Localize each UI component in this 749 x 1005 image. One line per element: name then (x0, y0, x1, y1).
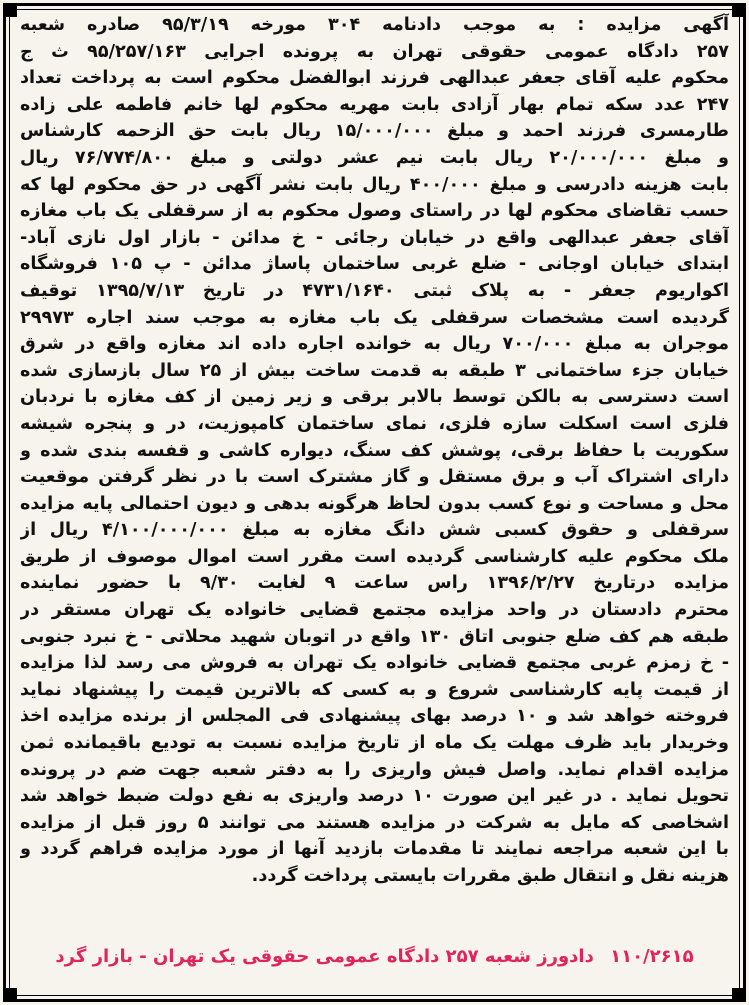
notice-line: اشخاصی که مایل به شرکت در مزایده هستند می توانند ۵ روز قبل از مزایده (20, 812, 729, 833)
notice-line: گردیده است مشخصات سرقفلی یک باب مغازه به موجب سند اجاره ۲۹۹۷۳ (20, 307, 729, 328)
notice-line: - خ زمزم غربی مجتمع قضایی خانواده یک تهران به فروش می رسد لذا مزایده (20, 653, 729, 674)
notice-line: محکوم علیه آقای جعفر عبدالهی فرزند ابوالفضل محکوم است به پرداخت تعداد (20, 68, 729, 89)
notice-line: تحویل نماید . در غیر این صورت ۱۰ درصد واریزی به نفع دولت ضبط خواهد شد (20, 786, 729, 807)
notice-line: ۲۴۷ عدد سکه تمام بهار آزادی بابت مهریه محکوم لها خانم فاطمه علی زاده (20, 94, 729, 115)
notice-line: هزینه نقل و انتقال طبق مقررات بایستی پرداخت گردد. (251, 866, 729, 886)
corner-ornament (3, 3, 17, 17)
notice-line: ملک محکوم علیه کارشناسی گردیده است مقرر است اموال موصوف از طریق (20, 546, 729, 567)
corner-ornament (3, 988, 17, 1002)
notice-line: طارمسری فرزند احمد و مبلغ ۱۵/۰۰۰/۰۰۰ ریال بابت حق الزحمه کارشناس (20, 121, 729, 142)
notice-line: بابت هزینه دادرسی و مبلغ ۴۰۰/۰۰۰ ریال بابت نشر آگهی در حق محکوم لها که (20, 174, 729, 195)
notice-line: سکوریت با حفاظ برقی، پوشش کف سنگ، دیواره کاشی و قفسه بندی شده و (20, 440, 729, 461)
footer-signature: دادورز شعبه ۲۵۷ دادگاه عمومی حقوقی یک تهران - بازار گرد (55, 946, 594, 967)
corner-ornament (732, 3, 746, 17)
notice-line: دارای اشتراک آب و برق مستقل و گاز مشترک است با در نظر گرفتن موقعیت (20, 467, 729, 488)
notice-line: سرقفلی و حقوق کسبی شش دانگ مغازه به مبلغ ۴/۱۰۰/۰۰۰/۰۰۰ ریال از (20, 520, 729, 541)
notice-line: حسب تقاضای محکوم لها در راستای وصول محکوم به از سرقفلی یک باب مغازه (20, 201, 729, 222)
notice-line: مزایده اقدام نماید. واصل فیش واریزی را به دفتر شعبه جهت ضم در پرونده (20, 759, 729, 780)
notice-line: موجران به مبلغ ۷۰۰/۰۰۰ ریال به خوانده اجاره داده اند مغازه واقع در شرق (20, 334, 729, 355)
notice-line: است دسترسی به بالکن توسط بالابر برقی و زیر زمین از کف مغازه با نردبان (20, 387, 729, 408)
footer-code: ۱۱۰/۲۶۱۵ (610, 946, 694, 967)
notice-line: فلزی است اسکلت سازه فلزی، نمای ساختمان کامپوزیت، در و پنجره شیشه (20, 413, 729, 434)
notice-line: مزایده درتاریخ ۱۳۹۶/۲/۲۷ راس ساعت ۹ لغایت ۹/۳۰ با حضور نماینده (20, 573, 729, 594)
notice-line: فروخته خواهد شد و ۱۰ درصد بهای پیشنهادی فی المجلس از برنده مزایده اخذ (20, 706, 729, 727)
notice-line: طبقه هم کف ضلع جنوبی اتاق ۱۳۰ واقع در اتوبان شهید محلاتی - خ نبرد جنوبی (20, 626, 729, 647)
notice-body (20, 12, 729, 890)
notice-line: از قیمت پایه کارشناسی شروع و به کسی که بالاترین قیمت را پیشنهاد نماید (20, 679, 729, 700)
notice-line: آگهی مزایده : به موجب دادنامه ۳۰۴ مورخه ۹۵/۳/۱۹ صادره شعبه (20, 15, 729, 35)
corner-ornament (732, 988, 746, 1002)
notice-line: وخریدار باید ظرف مهلت یک ماه از تاریخ مزایده نسبت به تودیع باقیمانده ثمن (20, 733, 729, 754)
notice-line: و مبلغ ۲۰/۰۰۰/۰۰۰ ریال بابت نیم عشر دولتی و مبلغ ۷۶/۷۷۴/۸۰۰ ریال (20, 147, 729, 168)
notice-line: با این شعبه مراجعه نمایند تا مقدمات بازدید آنها از مورد مزایده فراهم گردد و (20, 839, 729, 860)
notice-line: ۲۵۷ دادگاه عمومی حقوقی تهران به پرونده اجرایی ۹۵/۲۵۷/۱۶۳ ث ج (20, 41, 729, 62)
notice-line: محترم دادستان در واحد مزایده مجتمع قضایی خانواده یک تهران مستقر در (20, 600, 729, 621)
notice-line: خیابان جزء ساختمانی ۳ طبقه به قدمت ساخت بیش از ۲۵ سال بازسازی شده (20, 360, 729, 381)
notice-line: محل و مساحت و نوع کسب بدون لحاظ هرگونه بدهی و دیون احتمالی پایه مزایده (20, 493, 729, 514)
notice-footer (20, 944, 729, 970)
notice-line: آقای جعفر عبدالهی واقع در خیابان رجائی - خ مدائن - بازار اول نازی آباد- (20, 227, 729, 248)
notice-line: اکواریوم جعفر - به پلاک ثبتی ۴۷۳۱/۱۶۴۰ در تاریخ ۱۳۹۵/۷/۱۳ توقیف (20, 280, 729, 301)
notice-line: ابتدای خیابان اوجانی - ضلع غربی ساختمان پاساژ مدائن - پ ۱۰۵ فروشگاه (20, 254, 729, 275)
